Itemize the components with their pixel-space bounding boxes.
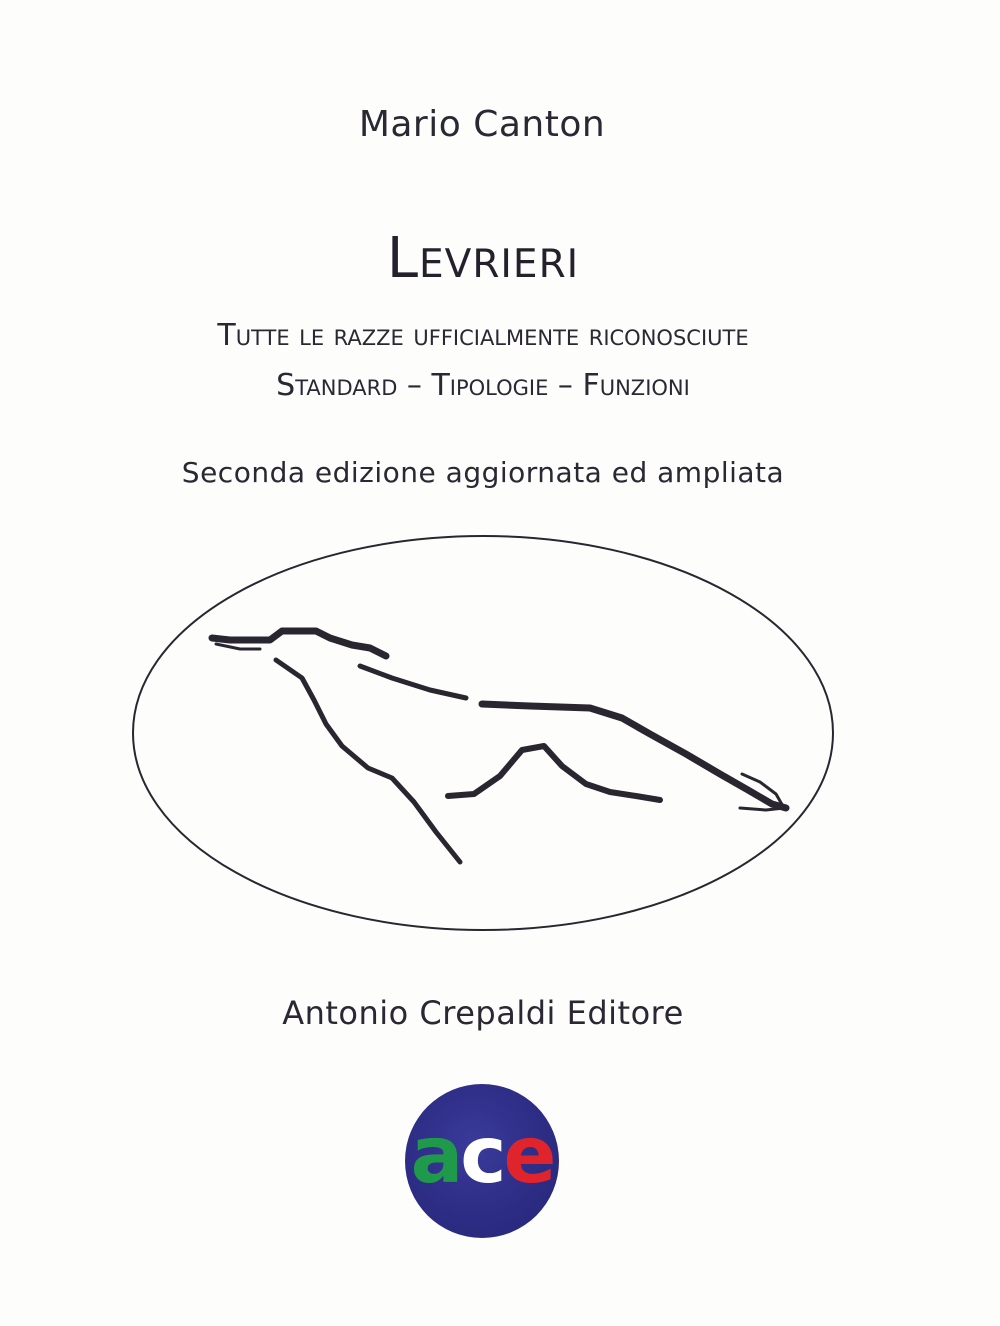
subtitle-line-1: Tutte le razze ufficialmente riconosciute [217, 318, 749, 353]
book-title: Levrieri [386, 226, 580, 291]
logo-letter-a: a [410, 1111, 461, 1201]
logo-letter-e: e [503, 1111, 554, 1201]
emblem-oval [133, 536, 833, 930]
subtitle-line-2: Standard – Tipologie – Funzioni [276, 368, 690, 403]
publisher-logo [405, 1084, 559, 1238]
greyhound-emblem [130, 532, 836, 936]
author-name: Mario Canton [358, 104, 606, 145]
logo-lettering [405, 1111, 559, 1201]
publisher-name: Antonio Crepaldi Editore [282, 994, 684, 1032]
edition-note: Seconda edizione aggiornata ed ampliata [181, 456, 785, 489]
logo-letter-c: c [460, 1111, 504, 1201]
greyhound-outline-icon [212, 631, 786, 862]
